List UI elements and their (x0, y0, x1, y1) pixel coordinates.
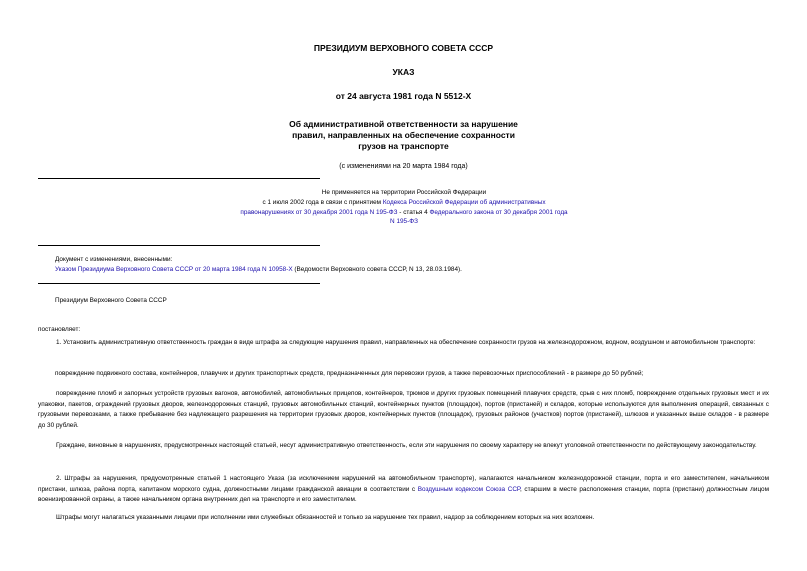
paragraph-5-text: , старшим в месте расположения станции, порта (пристани) должностным лицом военизированной охраны, а также начальником органа внутренних дел на транспорте и его заместителем. (38, 485, 769, 504)
federal-law-link[interactable]: Федерального закона от 30 декабря 2001 года N 195-ФЗ (390, 208, 568, 226)
applicability-notice (240, 188, 568, 227)
amendment-note: (с изменениями на 20 марта 1984 года) (339, 163, 468, 170)
paragraph-4: Граждане, виновные в нарушениях, предусмотренных настоящей статьей, несут административную ответственность, если эти нарушения по своему характеру не влекут уголовной ответственности по действующему законодательству. (56, 442, 757, 449)
paragraph-2: повреждение подвижного состава, контейнеров, плавучих и других транспортных средств, предназначенных для перевозки грузов, а также перевозочных приспособлений - в размере до 50 рублей; (55, 370, 644, 377)
air-code-link[interactable]: Воздушным кодексом Союза ССР (417, 485, 520, 493)
changes-label: Документ с изменениями, внесенными: (55, 256, 173, 263)
paragraph-1: 1. Установить административную ответственность граждан в виде штрафа за следующие нарушения правил, направленных на обеспечение сохранности грузов на железнодорожном, водном, воздушном и автомобильном транспорте: (56, 339, 756, 346)
notice-text: с 1 июля 2002 года в связи с принятием (262, 198, 383, 206)
paragraph-5 (38, 474, 769, 506)
divider (38, 283, 320, 284)
divider (38, 178, 320, 179)
divider (38, 245, 320, 246)
issuer: Президиум Верховного Совета СССР (55, 297, 167, 304)
decree-heading: УКАЗ (392, 67, 415, 77)
paragraph-3: повреждение пломб и запорных устройств грузовых вагонов, автомобилей, автомобильных прицепов, контейнеров, трюмов и других грузовых помещений плавучих средств, срыв с них пломб, повреждение отдельных грузовых мест и их упаковки, пакетов, ограждений грузовых дворов, железнодорожных станций, грузовых автомобильных станций, контейнерных пунктов (площадок), портов (пристаней) и складов, которые используются для выполнения операций, связанных с грузовыми перевозками, а также пребывание без надлежащего разрешения на территории грузовых дворов, контейнерных пунктов (площадок), грузовых районов (участков) портов (пристаней), шлюзов и указанных выше складов - в размере до 30 рублей. (38, 390, 769, 430)
decree-word: постановляет: (38, 326, 81, 333)
notice-text: Не применяется на территории Российской Федерации (321, 189, 487, 196)
decree-date: от 24 августа 1981 года N 5512-X (335, 91, 472, 101)
admin-code-link[interactable]: Кодекса Российской Федерации об административных правонарушениях от 30 декабря 2001 года N 195-ФЗ (240, 198, 546, 216)
changes-block (55, 255, 755, 274)
paragraph-6: Штрафы могут налагаться указанными лицами при исполнении ими служебных обязанностей и только за нарушение тех правил, надзор за соблюдением которых на них возложен. (56, 514, 595, 521)
title-line-2: правил, направленных на обеспечение сохранности (292, 130, 515, 140)
notice-text: - статья 4 (397, 208, 430, 216)
document-title (0, 119, 807, 152)
amending-decree-link[interactable]: Указом Президиума Верховного Совета СССР от 20 марта 1984 года N 10958-X (55, 265, 293, 273)
paragraph-5-text: 2. Штрафы за нарушения, предусмотренные статьей 1 настоящего Указа (за исключением нарушений на автомобильном транспорте), налагаются начальником железнодорожной станции, порта и его заместителем, начальником пристани, шлюза, района порта, капитаном морского судна, должностными лицами гражданской авиации в соответствии с (38, 475, 769, 493)
changes-source: (Ведомости Верховного совета СССР, N 13, 28.03.1984). (292, 265, 462, 273)
presidium-heading: ПРЕЗИДИУМ ВЕРХОВНОГО СОВЕТА СССР (313, 43, 494, 53)
title-line-3: грузов на транспорте (358, 141, 449, 151)
title-line-1: Об административной ответственности за нарушение (289, 119, 518, 129)
